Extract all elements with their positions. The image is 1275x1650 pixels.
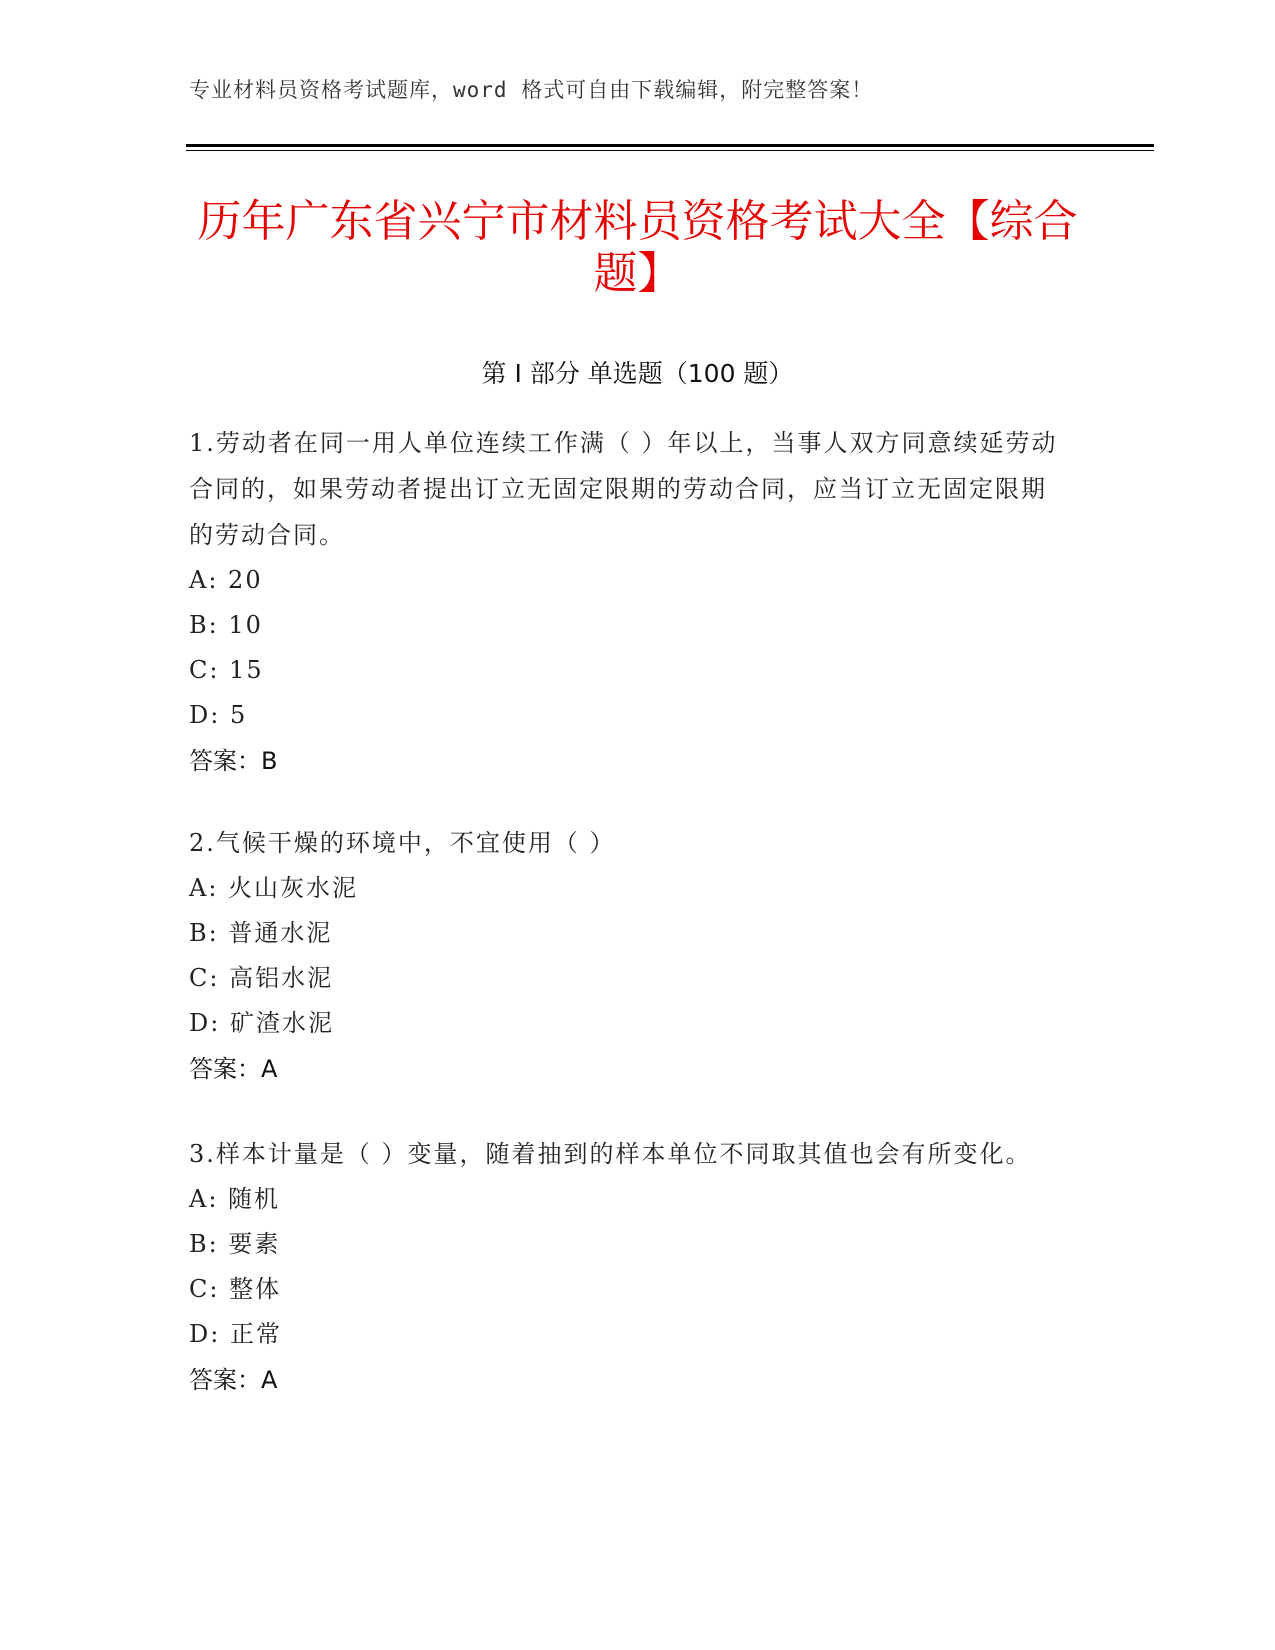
option-a: A: 火山灰水泥 <box>189 874 359 902</box>
option-c: C: 整体 <box>189 1275 282 1303</box>
option-d: D: 正常 <box>189 1320 282 1348</box>
option-b: B: 要素 <box>189 1230 281 1258</box>
option-d: D: 矿渣水泥 <box>189 1009 334 1037</box>
section-title: 第 I 部分 单选题（100 题） <box>481 359 794 388</box>
question-2 <box>189 820 1069 1092</box>
answer: 答案：A <box>189 1055 278 1083</box>
option-b: B: 普通水泥 <box>189 919 333 947</box>
question-stem: 3.样本计量是（ ）变量，随着抽到的样本单位不同取其值也会有所变化。 <box>189 1140 1032 1168</box>
document-title: 历年广东省兴宁市材料员资格考试大全【综合题】 <box>197 196 1078 299</box>
option-c: C: 高铝水泥 <box>189 964 334 992</box>
header-note: 专业材料员资格考试题库，word 格式可自由下载编辑，附完整答案！ <box>189 78 874 102</box>
answer: 答案：B <box>189 747 278 775</box>
answer: 答案：A <box>189 1366 278 1394</box>
header-rule-thin <box>186 150 1154 151</box>
option-c: C: 15 <box>189 656 264 684</box>
question-stem: 1.劳动者在同一用人单位连续工作满（ ）年以上，当事人双方同意续延劳动合同的，如果劳动者提出订立无固定限期的劳动合同，应当订立无固定限期的劳动合同。 <box>189 429 1058 549</box>
question-3 <box>189 1131 1069 1403</box>
option-b: B: 10 <box>189 611 263 639</box>
option-a: A: 随机 <box>189 1185 281 1213</box>
question-stem: 2.气候干燥的环境中，不宜使用（ ） <box>189 829 616 857</box>
question-1 <box>189 420 1069 784</box>
header-rule-thick <box>186 144 1154 147</box>
option-a: A: 20 <box>189 566 263 594</box>
option-d: D: 5 <box>189 701 248 729</box>
